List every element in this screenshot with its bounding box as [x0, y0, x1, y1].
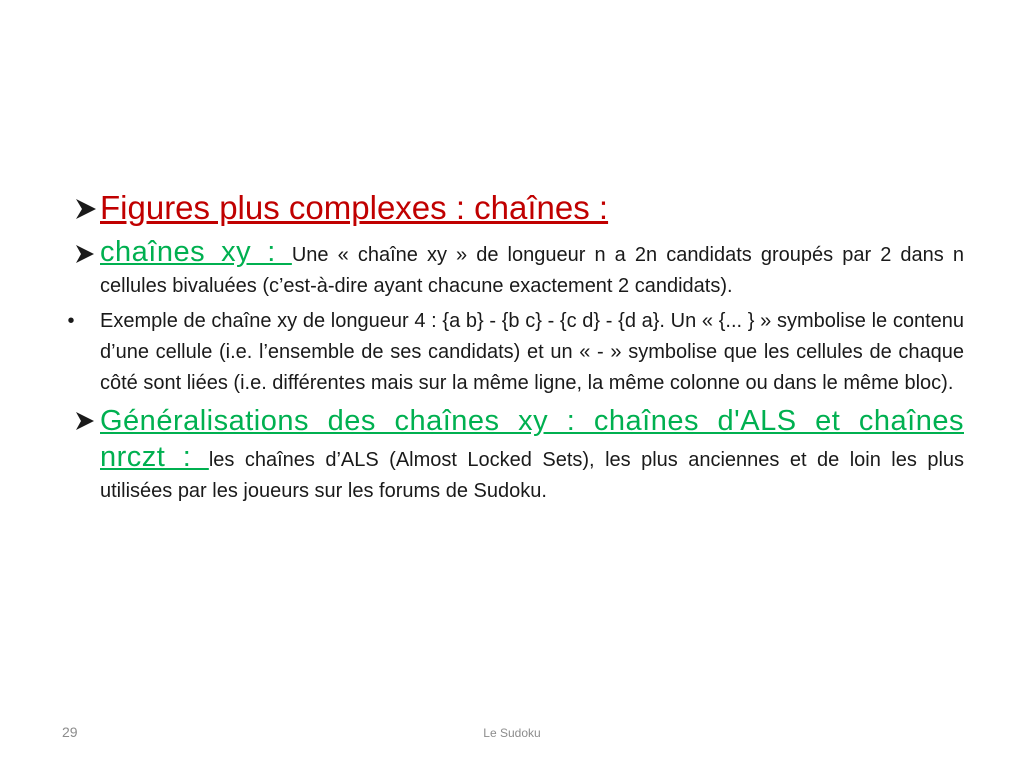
arrow-bullet-icon [74, 198, 98, 220]
arrow-bullet-icon [74, 244, 96, 264]
slide-content [62, 182, 964, 507]
xy-chain-title: chaînes xy : [100, 236, 292, 268]
slide-number: 29 [62, 724, 78, 740]
example-text: Exemple de chaîne xy de longueur 4 : {a b} - {b c} - {c d} - {d a}. Un « {... } » symbolise le contenu d’une cellule (i.e. l’ensemble de ses candidats) et un « - » symbolise que les cellules de chaque côté sont liées (i.e. différentes mais sur la même ligne, la même colonne ou dans le même bloc). [100, 310, 964, 394]
bullet-heading [62, 182, 964, 234]
section-heading: Figures plus complexes : chaînes : [100, 189, 609, 226]
generalisation-text: les chaînes d’ALS (Almost Locked Sets), les plus anciennes et de loin les plus utilisées par les joueurs sur les forums de Sudoku. [100, 449, 965, 502]
bullet-generalisation [62, 403, 964, 507]
xy-chain-text: Une « chaîne xy » de longueur n a 2n candidats groupés par 2 dans n cellules bivaluées (c’est-à-dire ayant chacune exactement 2 candidats). [100, 244, 964, 297]
bullet-example [62, 306, 964, 399]
dot-bullet-icon: • [67, 310, 75, 332]
footer-title: Le Sudoku [483, 726, 541, 740]
arrow-bullet-icon [74, 411, 96, 431]
generalisation-title: Généralisations des chaînes xy : chaînes d'ALS et chaînes nrczt : [100, 405, 964, 473]
bullet-xy-chain [62, 236, 964, 302]
